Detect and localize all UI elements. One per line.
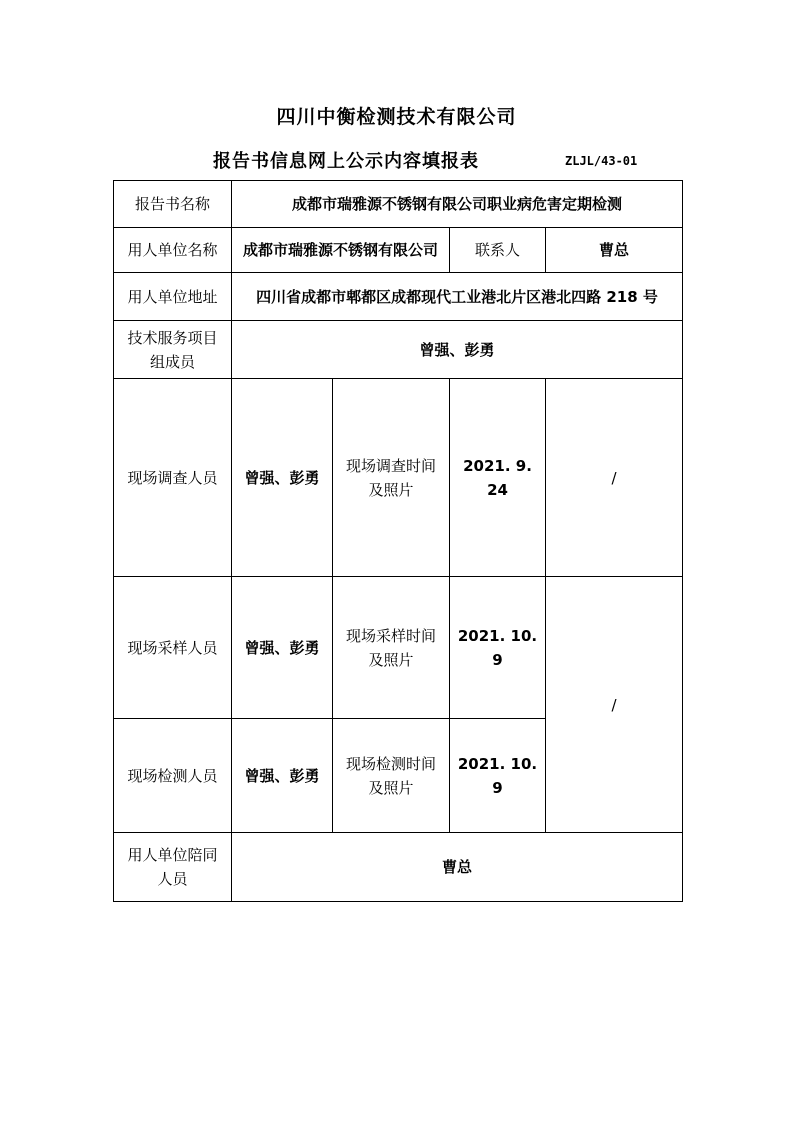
- survey-staff-value: 曾强、彭勇: [232, 379, 333, 577]
- row-tech-members: [114, 321, 683, 379]
- sampling-time-label-line2: 及照片: [368, 650, 414, 669]
- report-name-label: 报告书名称: [114, 181, 232, 228]
- testing-time-label-line1: 现场检测时间: [345, 754, 436, 773]
- form-title: 报告书信息网上公示内容填报表: [213, 151, 479, 172]
- accompany-label: [114, 833, 232, 902]
- contact-label: 联系人: [450, 228, 546, 273]
- sampling-staff-label: 现场采样人员: [114, 577, 232, 719]
- employer-name-label: 用人单位名称: [114, 228, 232, 273]
- testing-staff-label: 现场检测人员: [114, 719, 232, 833]
- sampling-time-label-line1: 现场采样时间: [345, 626, 436, 645]
- company-title: 四川中衡检测技术有限公司: [276, 106, 517, 128]
- employer-address-value: 四川省成都市郫都区成都现代工业港北片区港北四路 218 号: [232, 273, 683, 321]
- tech-members-label-line2: 组成员: [149, 352, 195, 371]
- testing-date-value: 2021. 10. 9: [450, 719, 546, 833]
- row-report-name: [114, 181, 683, 228]
- sampling-testing-photo-value: /: [546, 577, 683, 833]
- report-name-value: 成都市瑞雅源不锈钢有限公司职业病危害定期检测: [232, 181, 683, 228]
- row-survey: [114, 379, 683, 577]
- employer-address-label: 用人单位地址: [114, 273, 232, 321]
- survey-photo-value: /: [546, 379, 683, 577]
- testing-time-label-line2: 及照片: [368, 778, 414, 797]
- row-accompany: [114, 833, 683, 902]
- tech-members-label-line1: 技术服务项目: [127, 328, 218, 347]
- contact-value: 曹总: [546, 228, 683, 273]
- sampling-staff-value: 曾强、彭勇: [232, 577, 333, 719]
- disclosure-form-table: [113, 180, 683, 902]
- form-code: ZLJL/43-01: [565, 154, 638, 168]
- tech-members-value: 曾强、彭勇: [232, 321, 683, 379]
- tech-members-label: [114, 321, 232, 379]
- accompany-label-line1: 用人单位陪同: [127, 846, 218, 864]
- row-address: [114, 273, 683, 321]
- survey-time-label: [333, 379, 450, 577]
- sampling-date-value: 2021. 10. 9: [450, 577, 546, 719]
- accompany-label-line2: 人员: [157, 870, 188, 888]
- survey-time-label-line2: 及照片: [368, 480, 414, 499]
- employer-name-value: 成都市瑞雅源不锈钢有限公司: [232, 228, 450, 273]
- accompany-value: 曹总: [232, 833, 683, 902]
- testing-staff-value: 曾强、彭勇: [232, 719, 333, 833]
- row-employer: [114, 228, 683, 273]
- testing-time-label: [333, 719, 450, 833]
- row-sampling: [114, 577, 683, 719]
- survey-time-label-line1: 现场调查时间: [345, 456, 436, 475]
- survey-staff-label: 现场调查人员: [114, 379, 232, 577]
- sampling-time-label: [333, 577, 450, 719]
- survey-date-value: 2021. 9. 24: [450, 379, 546, 577]
